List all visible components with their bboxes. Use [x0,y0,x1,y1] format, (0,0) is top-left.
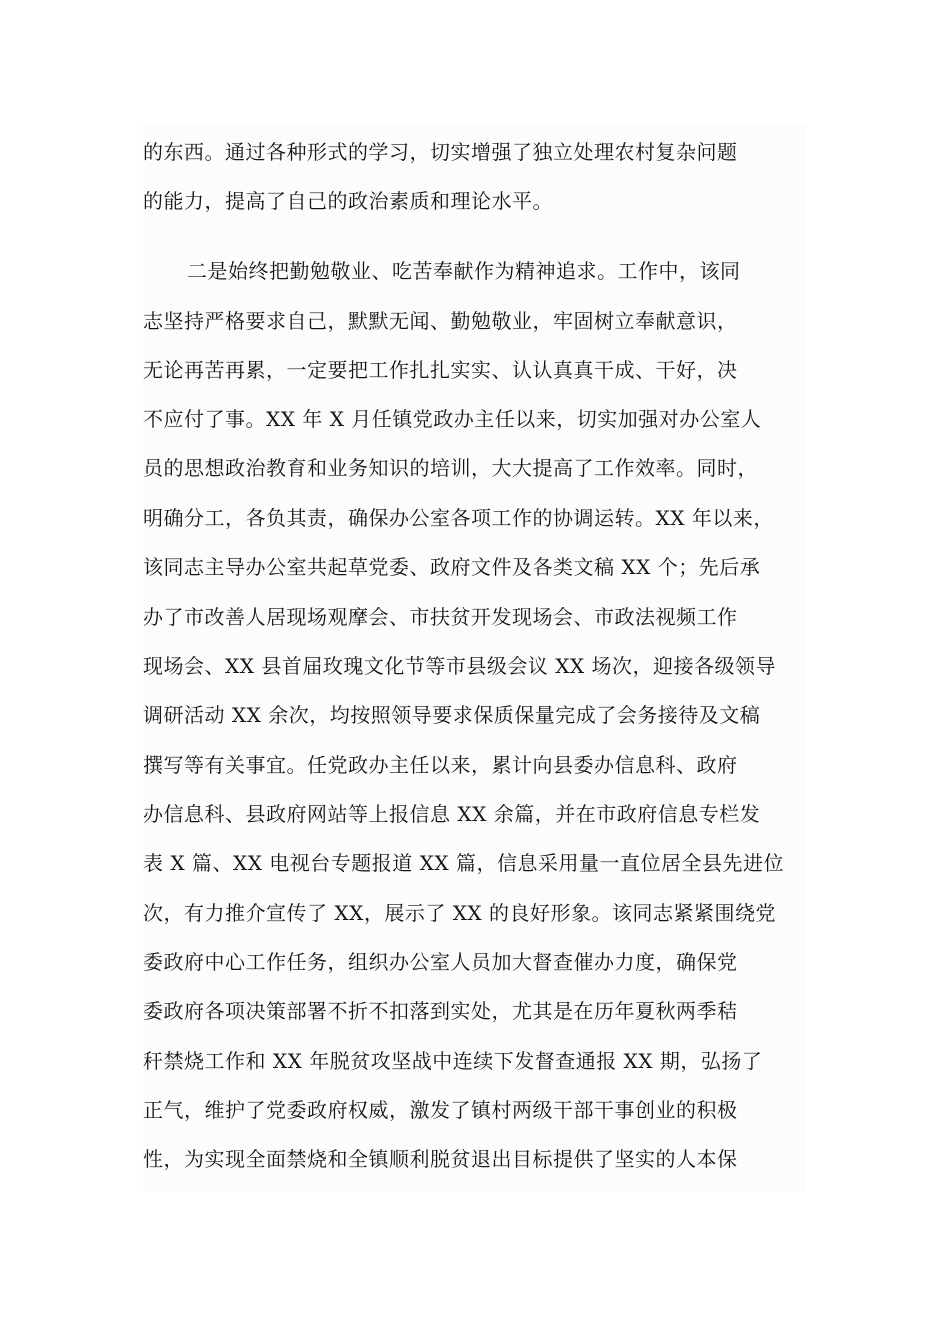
text-line: 志坚持严格要求自己，默默无闻、勤勉敬业，牢固树立奉献意识， [143,309,738,333]
text-line: 明确分工，各负其责，确保办公室各项工作的协调运转。XX 年以来， [143,506,774,530]
text-line: 办信息科、县政府网站等上报信息 XX 余篇，并在市政府信息专栏发 [143,802,761,826]
text-line: 调研活动 XX 余次，均按照领导要求保质保量完成了会务接待及文稿 [143,703,761,727]
text-line: 无论再苦再累，一定要把工作扎扎实实、认认真真干成、干好，决 [143,358,738,382]
text-line: 次，有力推介宣传了 XX，展示了 XX 的良好形象。该同志紧紧围绕党 [143,901,777,925]
document-body [143,125,806,1192]
text-line: 表 X 篇、XX 电视台专题报道 XX 篇，信息采用量一直位居全县先进位 [143,851,784,875]
text-line: 正气，维护了党委政府权威，激发了镇村两级干部干事创业的积极 [143,1098,738,1122]
text-line: 员的思想政治教育和业务知识的培训，大大提高了工作效率。同时， [143,456,758,480]
text-line: 不应付了事。XX 年 X 月任镇党政办主任以来，切实加强对办公室人 [143,407,762,431]
text-line: 办了市改善人居现场观摩会、市扶贫开发现场会、市政法视频工作 [143,605,738,629]
text-line: 性，为实现全面禁烧和全镇顺利脱贫退出目标提供了坚实的人本保 [143,1147,738,1171]
paragraph-start-line: 二是始终把勤勉敬业、吃苦奉献作为精神追求。工作中，该同 [187,259,741,283]
text-line: 的东西。通过各种形式的学习，切实增强了独立处理农村复杂问题 [143,140,738,164]
text-line: 秆禁烧工作和 XX 年脱贫攻坚战中连续下发督查通报 XX 期，弘扬了 [143,1049,763,1073]
text-line: 撰写等有关事宜。任党政办主任以来，累计向县委办信息科、政府 [143,753,738,777]
text-line: 委政府各项决策部署不折不扣落到实处，尤其是在历年夏秋两季秸 [143,999,738,1023]
text-line: 该同志主导办公室共起草党委、政府文件及各类文稿 XX 个；先后承 [143,555,761,579]
text-line: 现场会、XX 县首届玫瑰文化节等市县级会议 XX 场次，迎接各级领导 [143,654,777,678]
text-line: 委政府中心工作任务，组织办公室人员加大督查催办力度，确保党 [143,950,738,974]
text-line: 的能力，提高了自己的政治素质和理论水平。 [143,189,553,213]
